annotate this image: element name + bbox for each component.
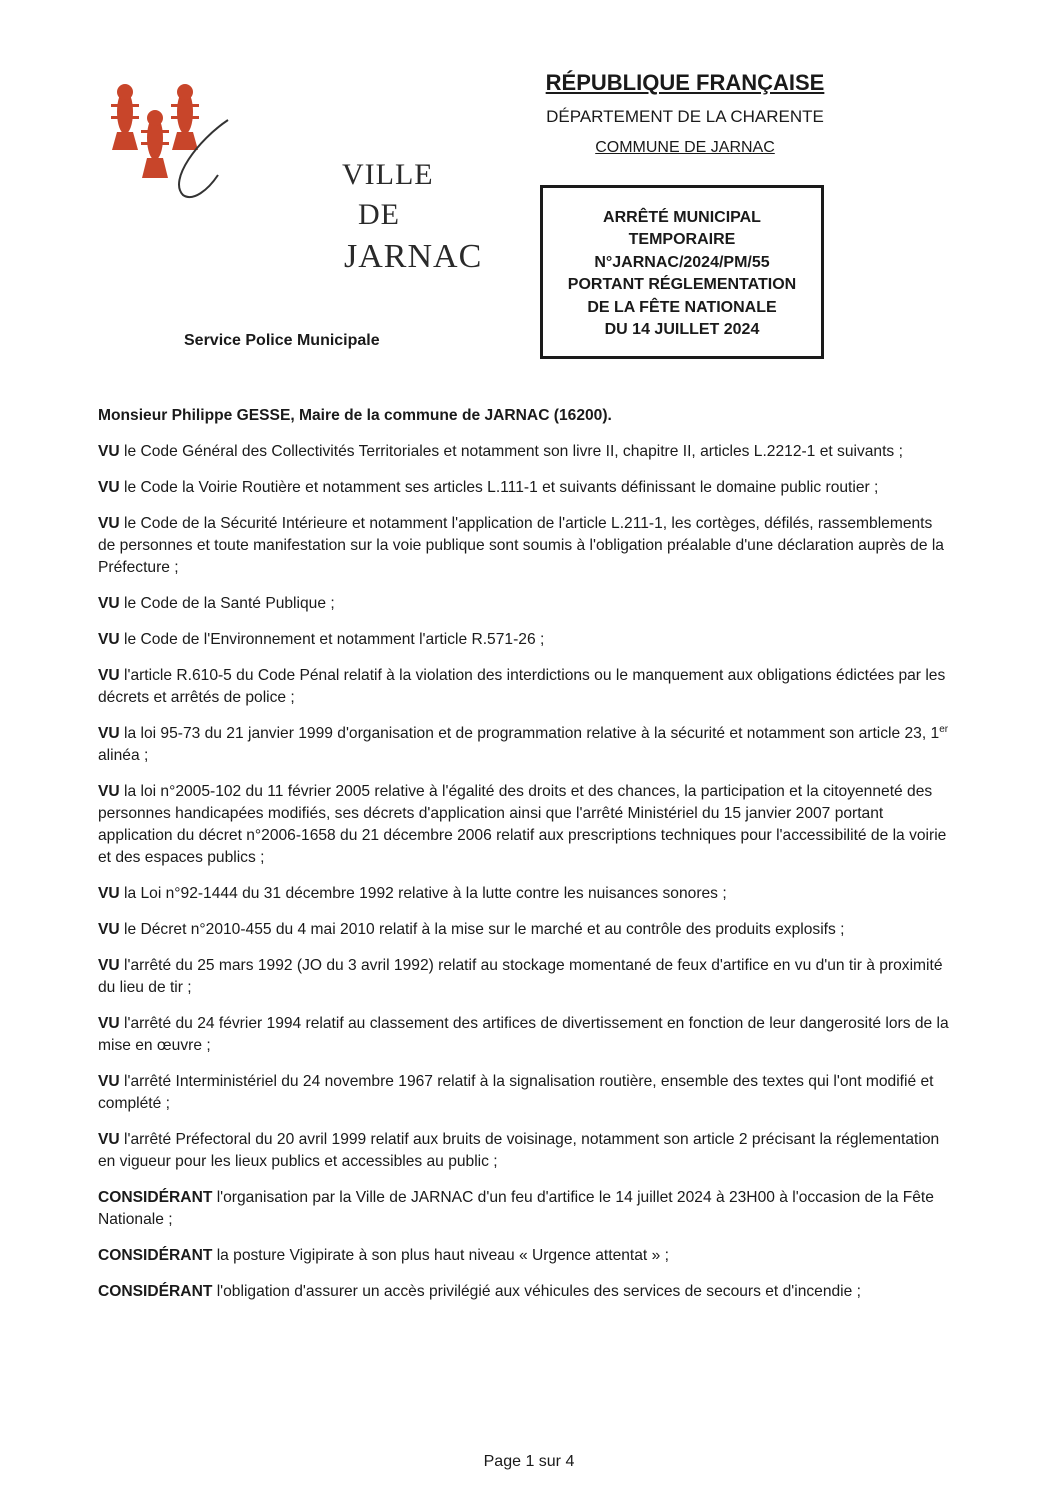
paragraph-text: la loi n°2005-102 du 11 février 2005 relative à l'égalité des droits et des chances, la participation et la citoyenneté des personnes handicapées modifiés, ses décrets d'application ainsi que l'arrêté Ministériel du 15 janvier 2007 portant application du décret n°2006-1658 du 21 décembre 2006 relatif aux prescriptions techniques pour l'accessibilité de la voirie et des espaces publics ; <box>98 783 947 866</box>
service-label: Service Police Municipale <box>184 332 380 349</box>
paragraph <box>98 1013 952 1057</box>
paragraph <box>98 781 952 869</box>
paragraph-list <box>98 441 952 1303</box>
paragraph-text: l'arrêté Interministériel du 24 novembre 1967 relatif à la signalisation routière, ensemble des textes qui l'ont modifié et complété ; <box>98 1073 934 1112</box>
departement-heading: DÉPARTEMENT DE LA CHARENTE <box>546 107 824 126</box>
paragraph-text: la loi 95-73 du 21 janvier 1999 d'organisation et de programmation relative à la sécurité et notamment son article 23, 1 <box>119 725 940 742</box>
paragraph <box>98 665 952 709</box>
paragraph-keyword: VU <box>98 631 120 648</box>
paragraph-text: l'article R.610-5 du Code Pénal relatif à la violation des interdictions ou le manquement aux obligations édictées par les décrets et arrêtés de police ; <box>98 667 946 706</box>
paragraph-keyword: VU <box>98 595 120 612</box>
paragraph-text: l'arrêté du 24 février 1994 relatif au classement des artifices de divertissement en fonction de leur dangerosité lors de la mise en œuvre ; <box>98 1015 949 1054</box>
page-number: Page 1 sur 4 <box>483 1453 575 1470</box>
paragraph-keyword: CONSIDÉRANT <box>98 1247 213 1264</box>
arrete-line: TEMPORAIRE <box>628 231 736 248</box>
paragraph <box>98 629 952 651</box>
paragraph-keyword: VU <box>98 515 120 532</box>
paragraph-text-tail: alinéa ; <box>98 747 149 764</box>
paragraph-keyword: VU <box>98 443 120 460</box>
paragraph <box>98 955 952 999</box>
paragraph-keyword: VU <box>98 1073 120 1090</box>
arrete-line: DU 14 JUILLET 2024 <box>604 321 760 338</box>
paragraph-keyword: VU <box>98 479 120 496</box>
mayor-line: Monsieur Philippe GESSE, Maire de la commune de JARNAC (16200). <box>98 407 612 424</box>
paragraph <box>98 477 952 499</box>
document-body <box>98 405 952 1317</box>
paragraph-keyword: VU <box>98 667 120 684</box>
commune-heading: COMMUNE DE JARNAC <box>595 139 775 156</box>
paragraph <box>98 919 952 941</box>
paragraph <box>98 513 952 579</box>
paragraph <box>98 593 952 615</box>
paragraph-keyword: VU <box>98 1015 120 1032</box>
paragraph <box>98 1071 952 1115</box>
paragraph-text: l'arrêté Préfectoral du 20 avril 1999 relatif aux bruits de voisinage, notamment son article 2 précisant la réglementation en vigueur pour les lieux publics et accessibles au public ; <box>98 1131 940 1170</box>
paragraph <box>98 1245 952 1267</box>
paragraph-keyword: VU <box>98 783 120 800</box>
paragraph-text: le Code la Voirie Routière et notamment ses articles L.111-1 et suivants définissant le domaine public routier ; <box>119 479 879 496</box>
arrete-title-box <box>540 185 824 359</box>
paragraph <box>98 723 952 767</box>
paragraph-text: le Code Général des Collectivités Territoriales et notamment son livre II, chapitre II, articles L.2212-1 et suivants ; <box>119 443 903 460</box>
paragraph-text: le Code de l'Environnement et notamment l'article R.571-26 ; <box>119 631 545 648</box>
paragraph-text: la posture Vigipirate à son plus haut niveau « Urgence attentat » ; <box>212 1247 669 1264</box>
paragraph-text: le Code de la Sécurité Intérieure et notamment l'application de l'article L.211-1, les cortèges, défilés, rassemblements de personnes et toute manifestation sur la voie publique sont soumis à l'obligation préalable d'une déclaration auprès de la Préfecture ; <box>98 515 944 576</box>
arrete-line: DE LA FÊTE NATIONALE <box>587 298 777 316</box>
paragraph-keyword: VU <box>98 1131 120 1148</box>
paragraph-keyword: CONSIDÉRANT <box>98 1283 213 1300</box>
arrete-line: PORTANT RÉGLEMENTATION <box>567 276 797 293</box>
paragraph <box>98 883 952 905</box>
paragraph-text: l'obligation d'assurer un accès privilégié aux véhicules des services de secours et d'incendie ; <box>212 1283 861 1300</box>
logo-text-de: DE <box>358 198 400 231</box>
paragraph-keyword: VU <box>98 725 120 742</box>
paragraph-keyword: VU <box>98 921 120 938</box>
paragraph-text: le Décret n°2010-455 du 4 mai 2010 relatif à la mise sur le marché et au contrôle des produits explosifs ; <box>119 921 845 938</box>
paragraph-text: la Loi n°92-1444 du 31 décembre 1992 relative à la lutte contre les nuisances sonores ; <box>119 885 727 902</box>
paragraph <box>98 1281 952 1303</box>
republique-heading: RÉPUBLIQUE FRANÇAISE <box>545 70 825 95</box>
logo-text-ville: VILLE <box>342 158 434 191</box>
paragraph-keyword: CONSIDÉRANT <box>98 1189 213 1206</box>
paragraph-keyword: VU <box>98 957 120 974</box>
logo-text-jarnac: JARNAC <box>344 238 483 275</box>
paragraph-text: l'organisation par la Ville de JARNAC d'un feu d'artifice le 14 juillet 2024 à 23H00 à l'occasion de la Fête Nationale ; <box>98 1189 934 1228</box>
fish-emblem-icon <box>108 80 238 200</box>
paragraph-text: le Code de la Santé Publique ; <box>119 595 335 612</box>
paragraph <box>98 1187 952 1231</box>
paragraph-keyword: VU <box>98 885 120 902</box>
paragraph-text: l'arrêté du 25 mars 1992 (JO du 3 avril 1992) relatif au stockage momentané de feux d'artifice en vu d'un tir à proximité du lieu de tir ; <box>98 957 943 996</box>
arrete-number: N°JARNAC/2024/PM/55 <box>594 253 770 271</box>
superscript: er <box>939 723 949 735</box>
ville-de-jarnac-logo <box>108 80 483 275</box>
arrete-line: ARRÊTÉ MUNICIPAL <box>603 208 761 226</box>
paragraph <box>98 1129 952 1173</box>
paragraph <box>98 441 952 463</box>
